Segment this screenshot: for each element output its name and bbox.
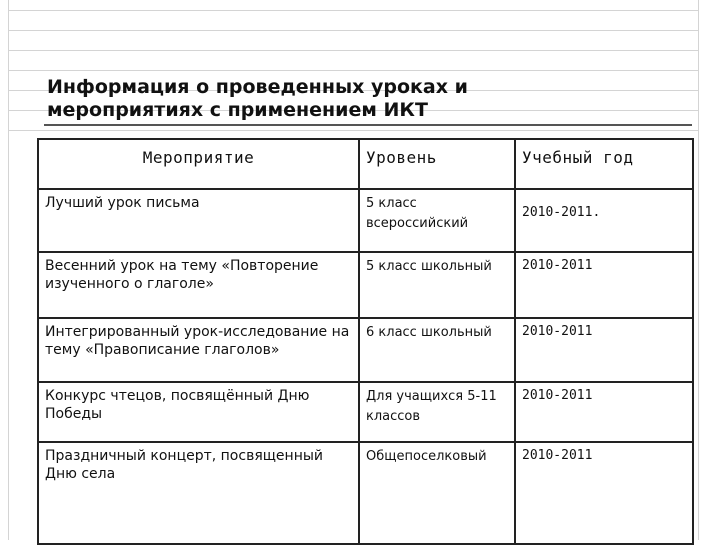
slide-title-line-1: Информация о проведенных уроках и (47, 76, 468, 98)
cell-year: 2010-2011 (515, 382, 693, 442)
header-event: Мероприятие (38, 139, 359, 189)
cell-level: Для учащихся 5-11 классов (359, 382, 515, 442)
cell-level: 5 класс школьный (359, 252, 515, 318)
title-underline (44, 124, 692, 126)
cell-year: 2010-2011. (515, 189, 693, 252)
table-row (38, 442, 693, 544)
cell-event: Весенний урок на тему «Повторение изученного о глаголе» (38, 252, 359, 318)
table-row (38, 318, 693, 382)
table-row (38, 382, 693, 442)
cell-year: 2010-2011 (515, 252, 693, 318)
cell-year: 2010-2011 (515, 442, 693, 544)
table-header-row (38, 139, 693, 189)
slide-title-line-2: мероприятиях с применением ИКТ (47, 99, 428, 121)
events-table (37, 138, 694, 545)
cell-event: Конкурс чтецов, посвящённый Дню Победы (38, 382, 359, 442)
cell-event: Праздничный концерт, посвященный Дню села (38, 442, 359, 544)
cell-level: Общепоселковый (359, 442, 515, 544)
cell-year: 2010-2011 (515, 318, 693, 382)
cell-level: 6 класс школьный (359, 318, 515, 382)
header-level: Уровень (359, 139, 515, 189)
slide-title (47, 76, 607, 122)
cell-event: Интегрированный урок-исследование на тему «Правописание глаголов» (38, 318, 359, 382)
header-year: Учебный год (515, 139, 693, 189)
cell-level: 5 класс всероссийский (359, 189, 515, 252)
cell-event: Лучший урок письма (38, 189, 359, 252)
table-row (38, 189, 693, 252)
table-row (38, 252, 693, 318)
